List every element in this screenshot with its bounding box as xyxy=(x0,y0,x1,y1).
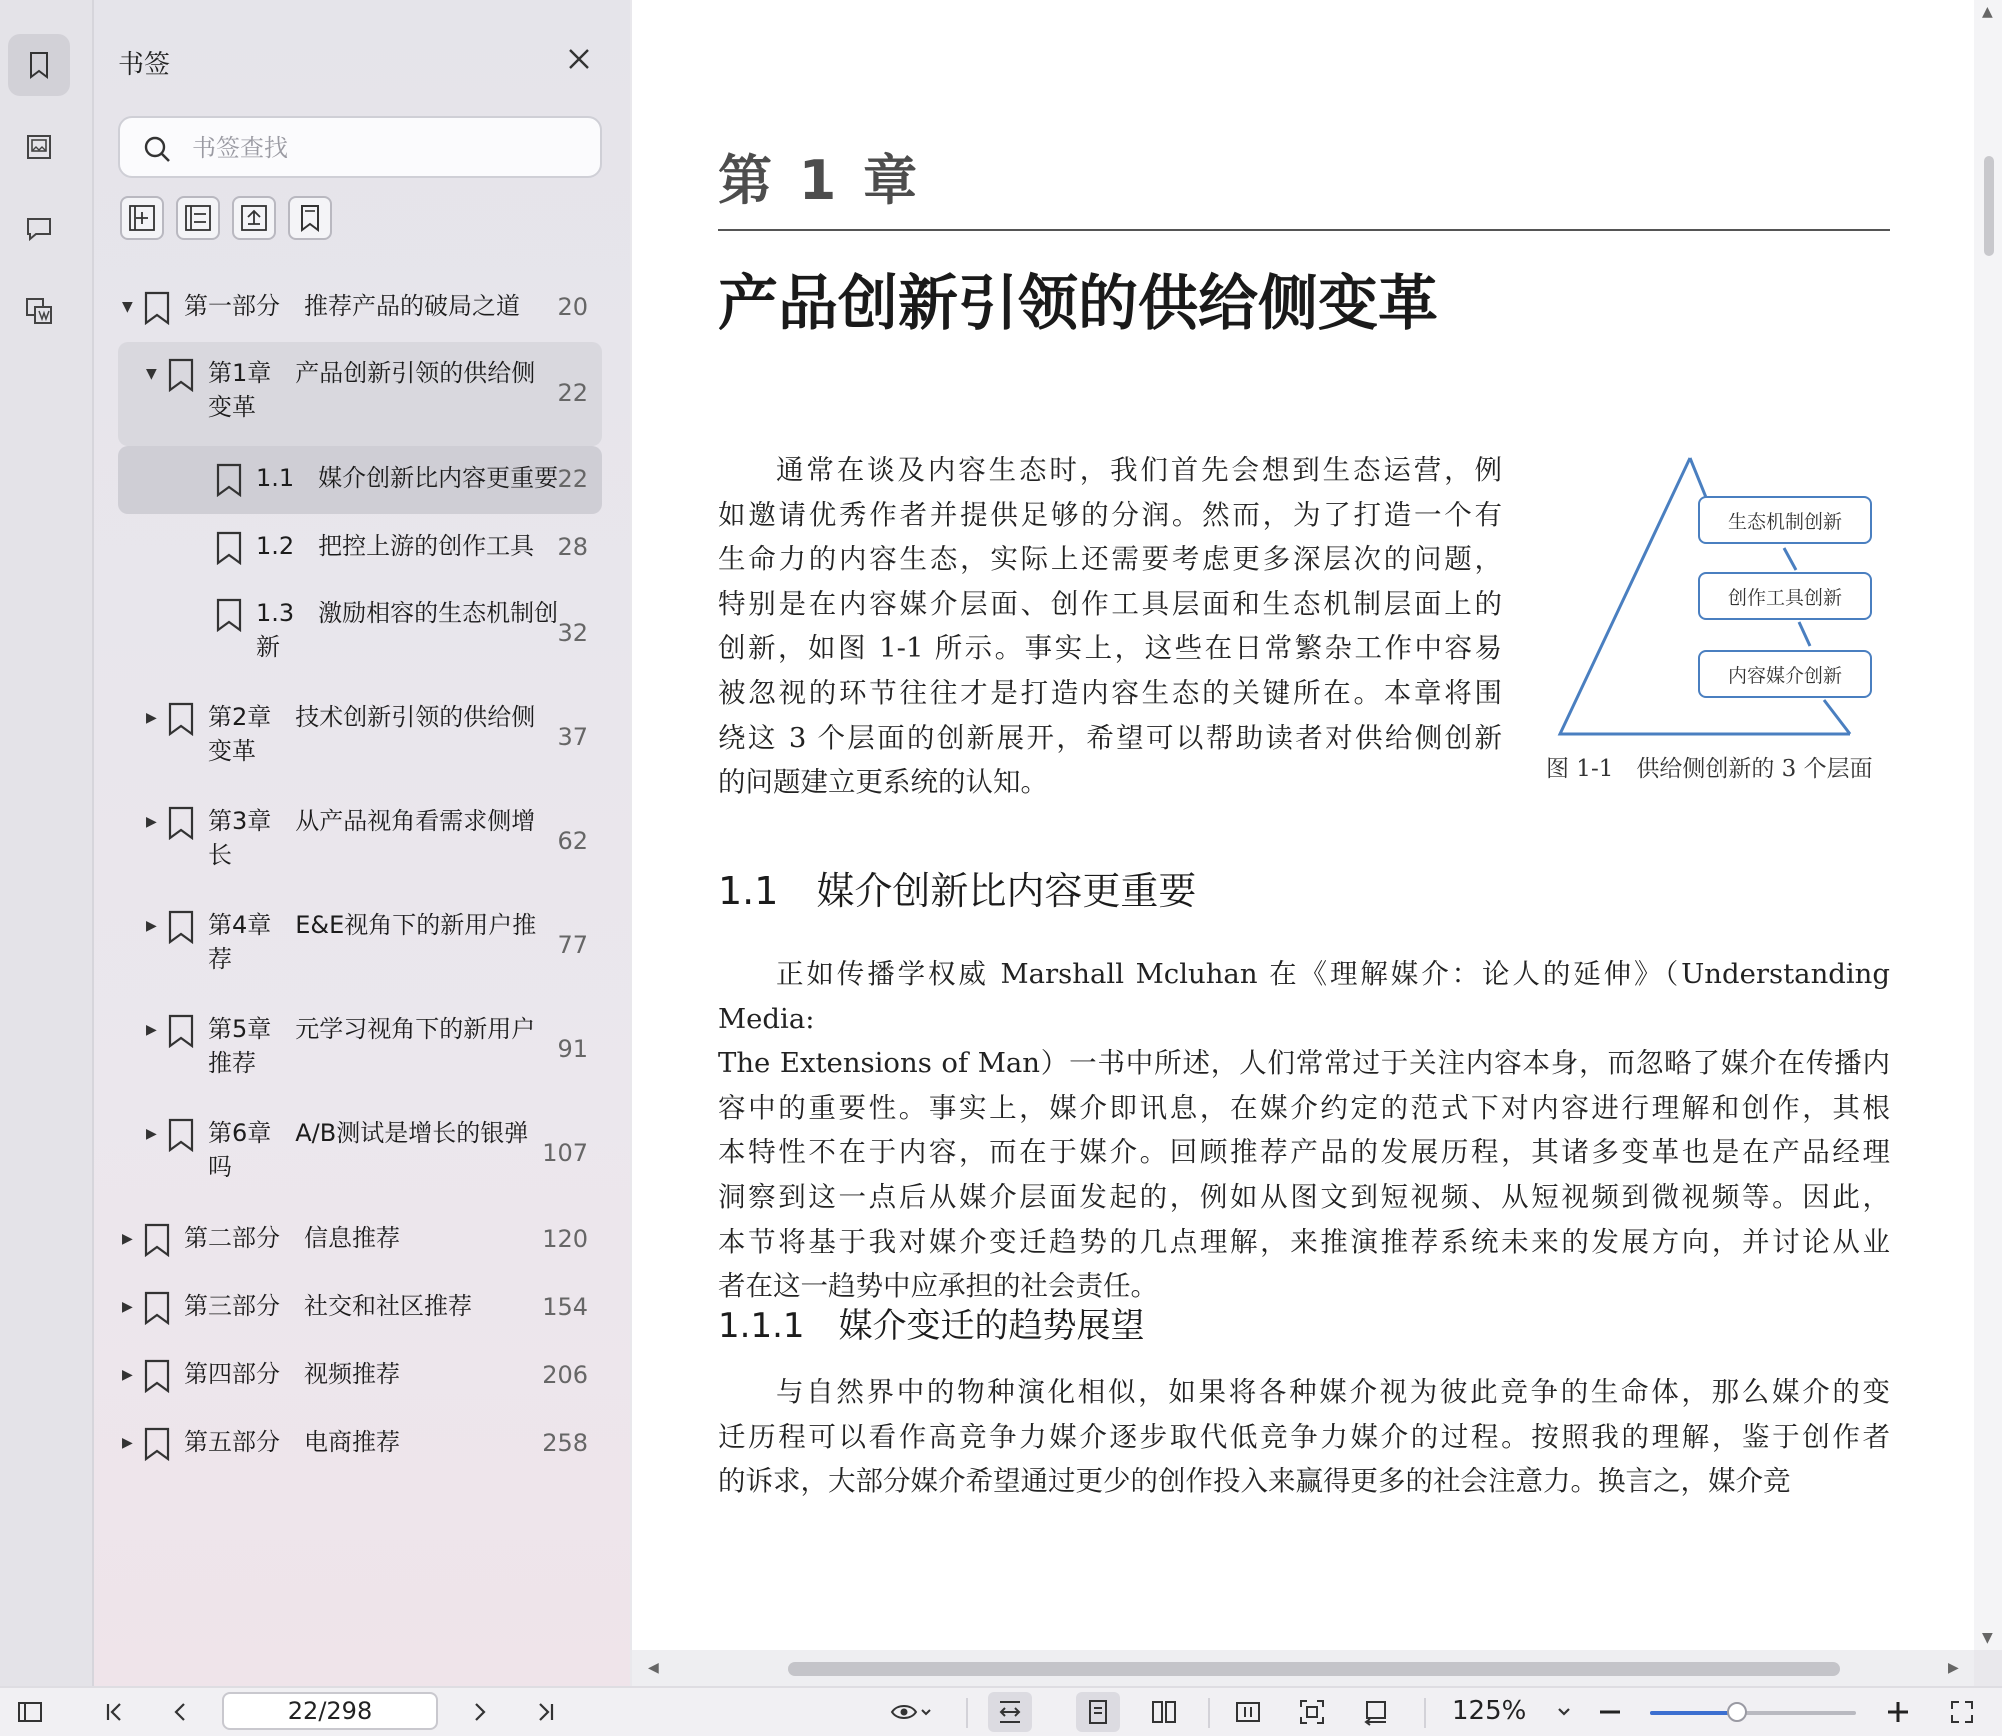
bookmark-icon xyxy=(214,463,244,497)
bookmark-page-number: 258 xyxy=(542,1429,588,1457)
bookmark-icon xyxy=(166,910,196,944)
chapter-title: 产品创新引领的供给侧变革 xyxy=(718,269,1438,339)
single-page-icon[interactable] xyxy=(1076,1692,1120,1732)
horizontal-scroll-thumb[interactable] xyxy=(788,1662,1840,1676)
expand-arrow-icon[interactable]: ▶ xyxy=(146,814,157,830)
text-line: The Extensions of Man）一书中所述，人们常常过于关注内容本身，而忽略了媒介在传播内 xyxy=(718,1047,1890,1080)
expand-arrow-icon[interactable]: ▶ xyxy=(146,710,157,726)
bookmark-page-number: 77 xyxy=(557,931,588,959)
bookmark-item[interactable] xyxy=(118,1102,602,1206)
bookmark-page-number: 20 xyxy=(557,293,588,321)
section-heading: 1.1 媒介创新比内容更重要 xyxy=(718,869,1197,913)
close-icon[interactable] xyxy=(564,44,594,74)
bookmark-page-number: 22 xyxy=(557,465,588,493)
bookmark-label: 第6章 A/B测试是增长的银弹 吗 xyxy=(208,1119,529,1181)
bookmark-item[interactable] xyxy=(118,1410,602,1478)
chapter-number: 第 1 章 xyxy=(718,149,922,212)
next-page-icon[interactable] xyxy=(464,1696,496,1728)
first-page-icon[interactable] xyxy=(98,1696,130,1728)
vertical-scrollbar[interactable] xyxy=(1974,0,2002,1650)
text-line: 的问题建立更系统的认知。 xyxy=(718,766,1048,799)
bookmark-page-number: 107 xyxy=(542,1139,588,1167)
bookmark-item[interactable] xyxy=(118,342,602,446)
bookmark-label: 第5章 元学习视角下的新用户 推荐 xyxy=(208,1015,536,1077)
bookmark-tree xyxy=(118,274,602,1478)
sidebar-rail xyxy=(0,0,94,1686)
bookmark-item[interactable] xyxy=(118,582,602,686)
toolbar-separator xyxy=(1208,1698,1210,1728)
expand-arrow-icon[interactable]: ▶ xyxy=(122,1299,133,1315)
figure-box-ecosystem: 生态机制创新 xyxy=(1698,496,1872,544)
toolbar-separator xyxy=(1424,1698,1426,1728)
bookmark-label: 第3章 从产品视角看需求侧增 长 xyxy=(208,807,536,869)
bookmark-icon xyxy=(214,531,244,565)
bookmark-item[interactable] xyxy=(118,686,602,790)
bookmark-icon xyxy=(142,291,172,325)
prev-page-icon[interactable] xyxy=(164,1696,196,1728)
bookmark-page-number: 62 xyxy=(557,827,588,855)
bookmark-tools xyxy=(120,196,332,240)
collapse-arrow-icon[interactable]: ▼ xyxy=(122,299,133,315)
bookmark-item[interactable] xyxy=(118,998,602,1102)
bookmark-page-number: 22 xyxy=(557,379,588,407)
subsection-paragraph xyxy=(718,1370,1890,1504)
bookmark-search xyxy=(118,116,602,178)
bookmark-icon xyxy=(166,702,196,736)
text-line: 如邀请优秀作者并提供足够的分润。然而，为了打造一个有 xyxy=(718,498,1502,531)
comment-icon[interactable] xyxy=(8,198,70,260)
search-input[interactable] xyxy=(190,128,584,168)
bookmark-label: 1.3 激励相容的生态机制创 新 xyxy=(256,599,559,661)
collapse-all-icon[interactable] xyxy=(176,196,220,240)
bookmark-label: 第4章 E&E视角下的新用户推 荐 xyxy=(208,911,537,973)
vertical-scroll-thumb[interactable] xyxy=(1984,156,1994,256)
bookmark-icon xyxy=(214,598,244,632)
expand-arrow-icon[interactable]: ▶ xyxy=(146,1022,157,1038)
zoom-slider-fill xyxy=(1650,1711,1737,1715)
last-page-icon[interactable] xyxy=(530,1696,562,1728)
bookmark-item[interactable] xyxy=(118,894,602,998)
bookmark-page-number: 154 xyxy=(542,1293,588,1321)
bookmark-label: 第三部分 社交和社区推荐 xyxy=(184,1292,472,1320)
chapter-rule xyxy=(718,229,1890,231)
bookmark-label: 第四部分 视频推荐 xyxy=(184,1360,400,1388)
zoom-dropdown-icon[interactable] xyxy=(1548,1696,1580,1728)
expand-arrow-icon[interactable]: ▶ xyxy=(146,1126,157,1142)
figure-box-media: 内容媒介创新 xyxy=(1698,650,1872,698)
bookmark-icon xyxy=(166,806,196,840)
text-line: 与自然界中的物种演化相似，如果将各种媒介视为彼此竞争的生命体，那么媒介的变 xyxy=(776,1376,1890,1408)
eye-icon[interactable] xyxy=(882,1696,940,1728)
page-number-input[interactable]: 22/298 xyxy=(222,1692,438,1730)
scroll-right-icon[interactable]: ▶ xyxy=(1948,1660,1959,1676)
fit-page-icon[interactable] xyxy=(1296,1696,1328,1728)
text-line: 生命力的内容生态，实际上还需要考虑更多深层次的问题， xyxy=(718,543,1502,576)
bookmark-outline-icon[interactable] xyxy=(288,196,332,240)
scroll-up-icon[interactable]: ▲ xyxy=(1982,4,1993,20)
zoom-out-icon[interactable] xyxy=(1594,1696,1626,1728)
text-line: 容中的重要性。事实上，媒介即讯息，在媒介约定的范式下对内容进行理解和创作，其根 xyxy=(718,1091,1890,1124)
fit-width-icon[interactable] xyxy=(988,1692,1032,1732)
bookmark-page-number: 120 xyxy=(542,1225,588,1253)
bookmark-icon xyxy=(166,1014,196,1048)
collapse-arrow-icon[interactable]: ▼ xyxy=(146,366,157,382)
sidebar-toggle-icon[interactable] xyxy=(14,1696,46,1728)
text-line: 本特性不在于内容，而在于媒介。回顾推荐产品的发展历程，其诸多变革也是在产品经理 xyxy=(718,1136,1890,1169)
bookmark-item[interactable] xyxy=(118,1342,602,1410)
bookmark-item[interactable] xyxy=(118,514,602,582)
text-line: 通常在谈及内容生态时，我们首先会想到生态运营，例 xyxy=(776,454,1502,486)
bookmark-icon xyxy=(142,1359,172,1393)
toolbar-separator xyxy=(966,1698,968,1728)
bookmark-page-number: 37 xyxy=(557,723,588,751)
text-line: 被忽视的环节往往才是打造内容生态的关键所在。本章将围 xyxy=(718,676,1502,709)
zoom-level[interactable]: 125% xyxy=(1452,1696,1527,1726)
panel-title: 书签 xyxy=(118,50,171,80)
thumbnail-icon[interactable] xyxy=(8,116,70,178)
text-line: 本节将基于我对媒介变迁趋势的几点理解，来推演推荐系统未来的发展方向，并讨论从业 xyxy=(718,1225,1890,1258)
zoom-slider[interactable] xyxy=(1650,1711,1856,1715)
bookmark-icon xyxy=(142,1291,172,1325)
text-line: 绕这 3 个层面的创新展开，希望可以帮助读者对供给侧创新 xyxy=(718,721,1502,754)
zoom-slider-knob[interactable] xyxy=(1727,1702,1747,1722)
expand-arrow-icon[interactable]: ▶ xyxy=(146,918,157,934)
bookmark-label: 第二部分 信息推荐 xyxy=(184,1224,400,1252)
zoom-in-icon[interactable] xyxy=(1882,1696,1914,1728)
bookmark-page-number: 32 xyxy=(557,619,588,647)
fullscreen-icon[interactable] xyxy=(1946,1696,1978,1728)
bookmark-item[interactable] xyxy=(118,1206,602,1274)
text-line: 的诉求，大部分媒介希望通过更少的创作投入来赢得更多的社会注意力。换言之，媒介竞 xyxy=(718,1465,1791,1498)
bookmark-label: 第五部分 电商推荐 xyxy=(184,1428,400,1456)
expand-arrow-icon[interactable]: ▶ xyxy=(122,1231,133,1247)
text-line: 迁历程可以看作高竞争力媒介逐步取代低竞争力媒介的过程。按照我的理解，鉴于创作者 xyxy=(718,1420,1890,1453)
bookmark-item[interactable] xyxy=(118,274,602,342)
two-page-icon[interactable] xyxy=(1148,1696,1180,1728)
bookmark-item[interactable] xyxy=(118,1274,602,1342)
document-page xyxy=(632,0,1974,1650)
search-icon xyxy=(142,134,172,164)
bookmark-label: 1.2 把控上游的创作工具 xyxy=(256,532,535,560)
bookmark-label: 第一部分 推荐产品的破局之道 xyxy=(184,292,520,320)
bottom-toolbar xyxy=(0,1686,2002,1736)
text-line: 洞察到这一点后从媒介层面发起的，例如从图文到短视频、从短视频到微视频等。因此， xyxy=(718,1180,1890,1213)
intro-paragraph xyxy=(718,448,1502,805)
expand-arrow-icon[interactable]: ▶ xyxy=(122,1367,133,1383)
subsection-heading: 1.1.1 媒介变迁的趋势展望 xyxy=(718,1306,1145,1346)
bookmark-page-number: 91 xyxy=(557,1035,588,1063)
bookmark-icon xyxy=(166,358,196,392)
bookmark-item[interactable] xyxy=(118,446,602,514)
bookmark-page-number: 28 xyxy=(557,533,588,561)
text-line: 特别是在内容媒介层面、创作工具层面和生态机制层面上的 xyxy=(718,587,1502,620)
bookmark-label: 第2章 技术创新引领的供给侧 变革 xyxy=(208,703,536,765)
horizontal-scrollbar[interactable] xyxy=(632,1650,1974,1686)
scroll-left-icon[interactable]: ◀ xyxy=(648,1660,659,1676)
expand-arrow-icon[interactable]: ▶ xyxy=(122,1435,133,1451)
text-line: 创新，如图 1-1 所示。事实上，这些在日常繁杂工作中容易 xyxy=(718,632,1502,665)
expand-all-icon[interactable] xyxy=(120,196,164,240)
rotate-icon[interactable] xyxy=(1360,1696,1392,1728)
figure-box-tools: 创作工具创新 xyxy=(1698,572,1872,620)
bookmark-label: 第1章 产品创新引领的供给侧 变革 xyxy=(208,359,536,421)
bookmark-page-number: 206 xyxy=(542,1361,588,1389)
column-view-icon[interactable] xyxy=(1232,1696,1264,1728)
bookmark-icon xyxy=(166,1118,196,1152)
bookmark-icon xyxy=(142,1427,172,1461)
bookmark-item[interactable] xyxy=(118,790,602,894)
scroll-down-icon[interactable]: ▼ xyxy=(1982,1630,1993,1646)
figure-caption: 图 1-1 供给侧创新的 3 个层面 xyxy=(1546,756,1873,782)
text-line: 者在这一趋势中应承担的社会责任。 xyxy=(718,1270,1158,1303)
add-bookmark-icon[interactable] xyxy=(232,196,276,240)
bookmark-panel xyxy=(94,0,630,1686)
attachment-icon[interactable] xyxy=(8,280,70,342)
bookmark-icon[interactable] xyxy=(8,34,70,96)
section-paragraph xyxy=(718,952,1890,1309)
bookmark-label: 1.1 媒介创新比内容更重要 xyxy=(256,464,559,492)
bookmark-icon xyxy=(142,1223,172,1257)
text-line: 正如传播学权威 Marshall Mcluhan 在《理解媒介：论人的延伸》（Understanding Media: xyxy=(718,958,1890,1035)
